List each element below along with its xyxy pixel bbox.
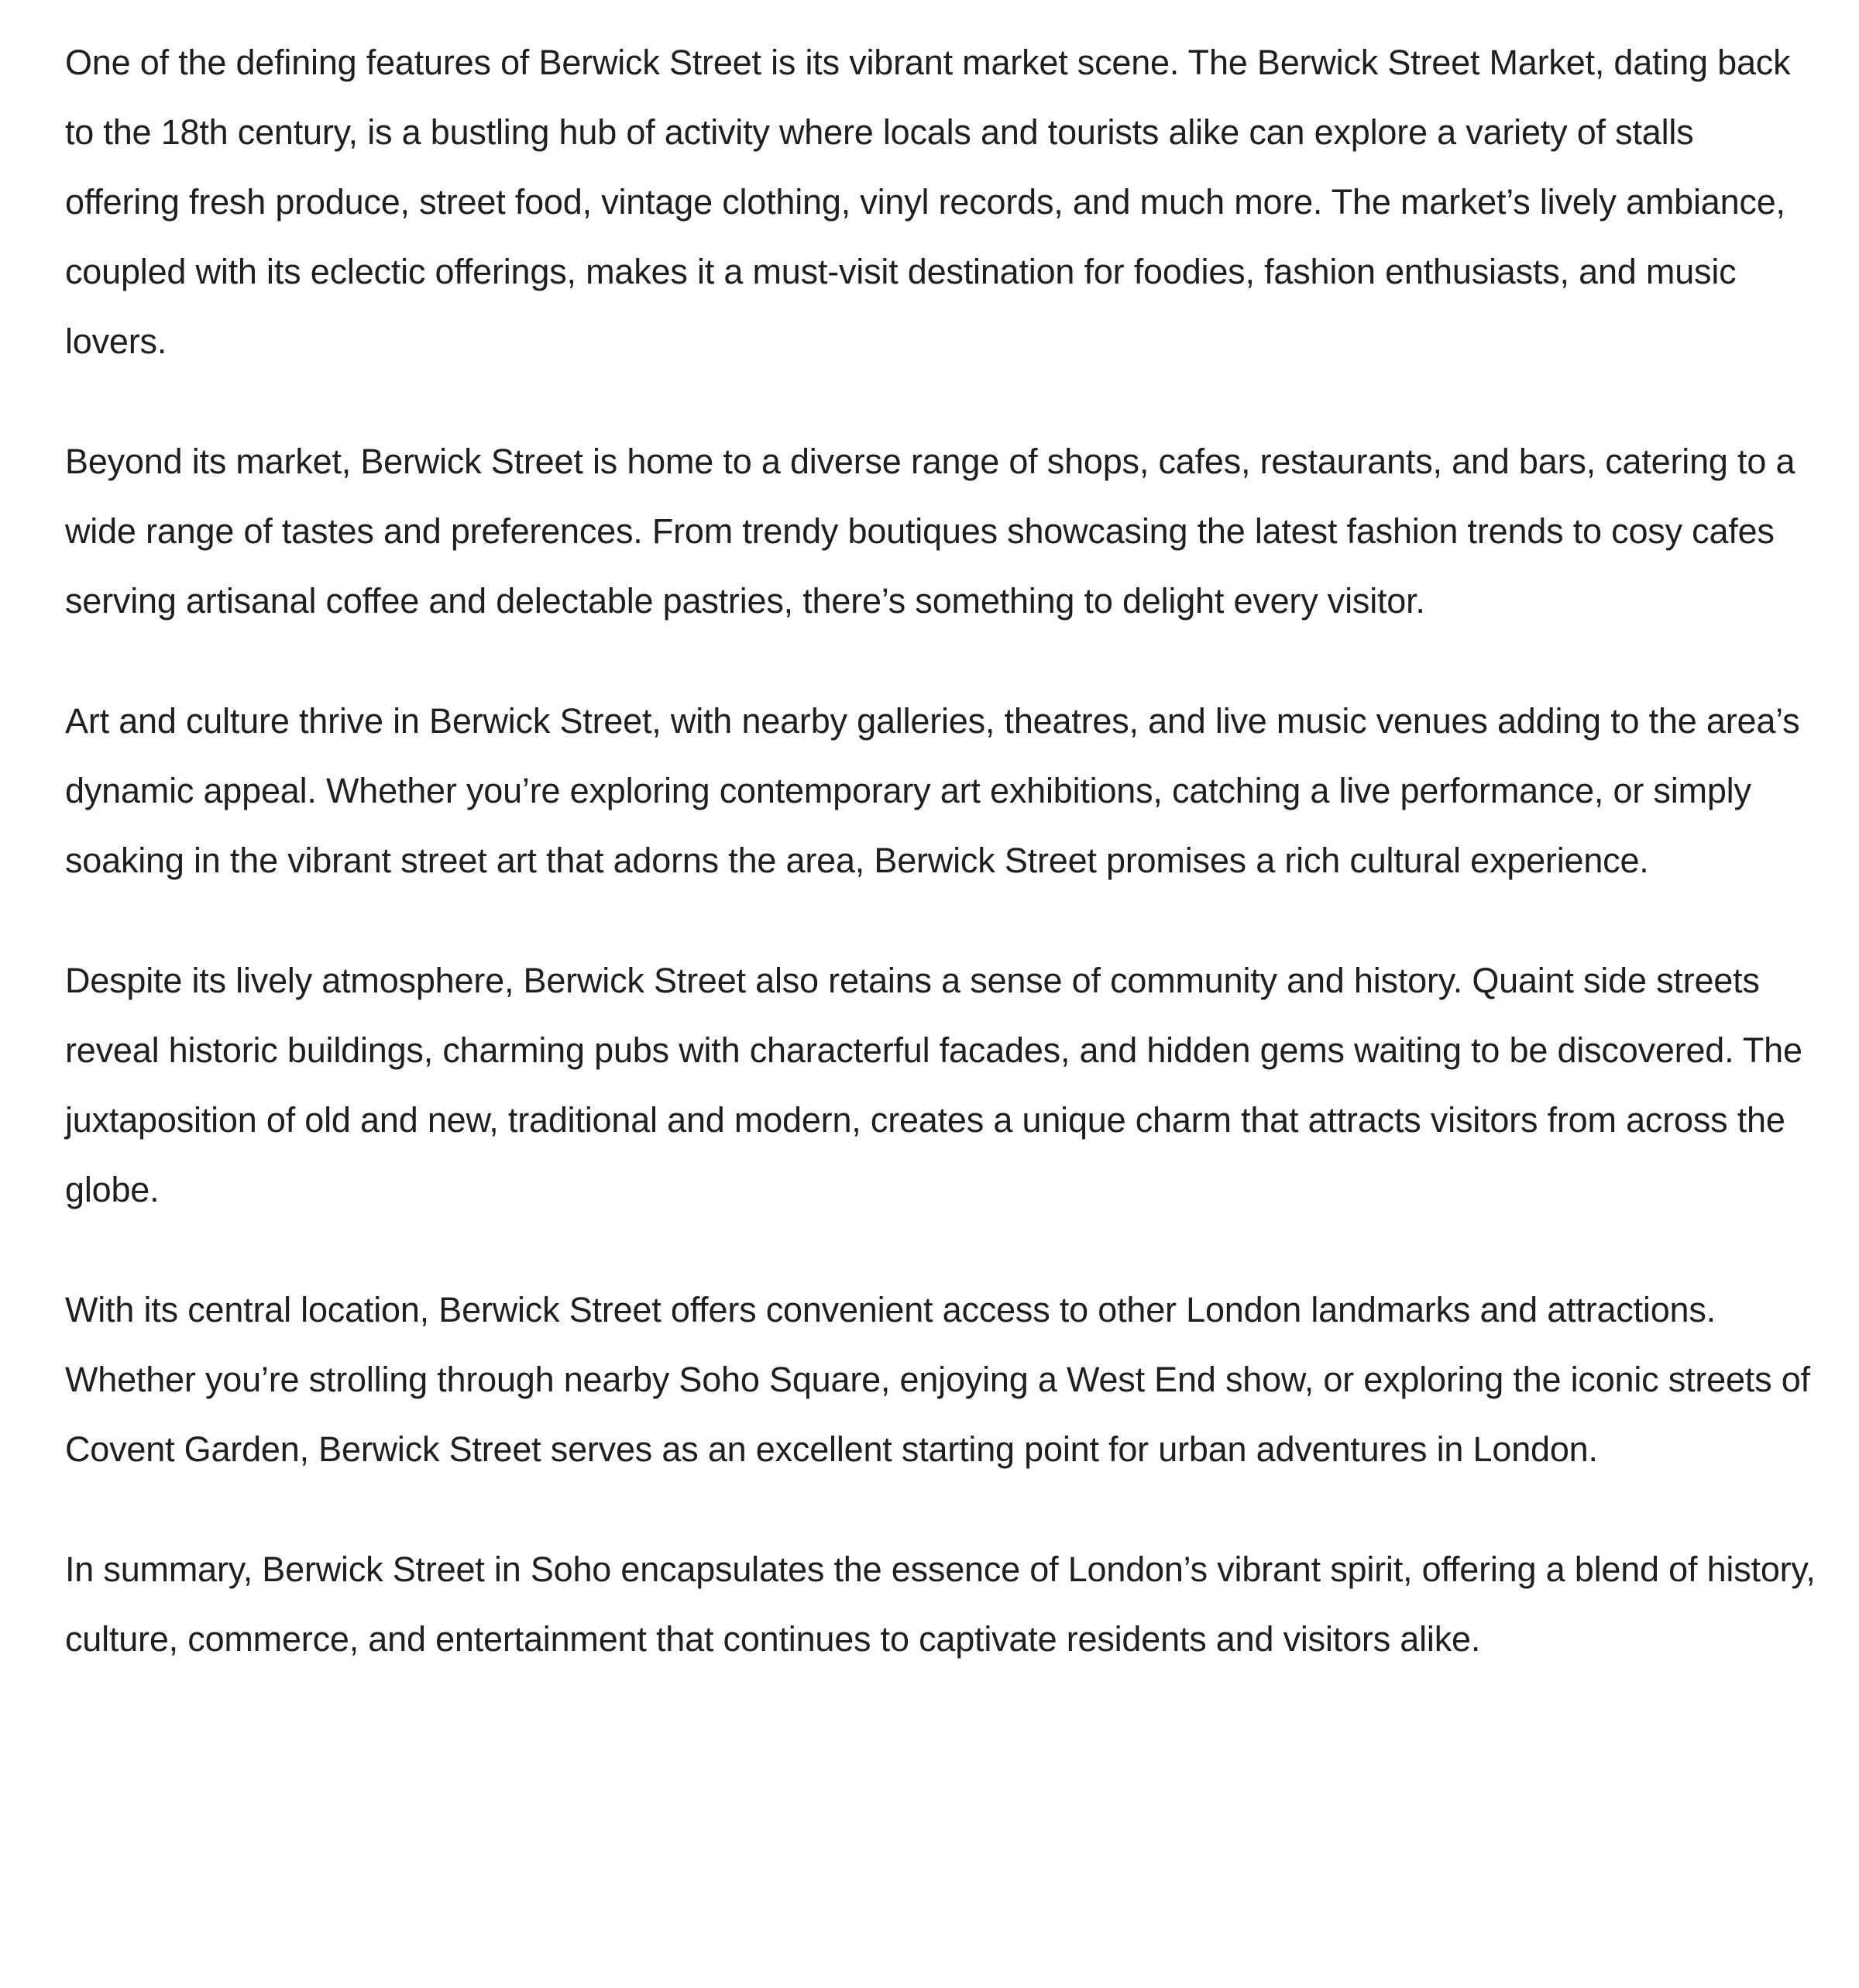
- article-paragraph: Art and culture thrive in Berwick Street, with nearby galleries, theatres, and live music venues adding to the area’s dynamic appeal. Whether you’re exploring contemporary art exhibitions, catching a live performance, or simply soaking in the vibrant street art that adorns the area, Berwick Street promises a rich cultural experience.: [65, 701, 1800, 880]
- article-paragraph: Despite its lively atmosphere, Berwick Street also retains a sense of community and history. Quaint side streets reveal historic buildings, charming pubs with characterful facades, and hidden gems waiting to be discovered. The juxtaposition of old and new, traditional and modern, creates a unique charm that attracts visitors from across the globe.: [65, 961, 1802, 1209]
- article-paragraph: With its central location, Berwick Street offers convenient access to other London landmarks and attractions. Whether you’re strolling through nearby Soho Square, enjoying a West End show, or exploring the iconic streets of Covent Garden, Berwick Street serves as an excellent starting point for urban adventures in London.: [65, 1290, 1810, 1469]
- article-paragraph: In summary, Berwick Street in Soho encapsulates the essence of London’s vibrant spirit, offering a blend of history, culture, commerce, and entertainment that continues to captivate residents and visitors alike.: [65, 1549, 1816, 1659]
- article-paragraph: Beyond its market, Berwick Street is home to a diverse range of shops, cafes, restaurants, and bars, catering to a wide range of tastes and preferences. From trendy boutiques showcasing the latest fashion trends to cosy cafes serving artisanal coffee and delectable pastries, there’s something to delight every visitor.: [65, 442, 1795, 621]
- article-body: [65, 28, 1816, 1674]
- article-paragraph: One of the defining features of Berwick Street is its vibrant market scene. The Berwick Street Market, dating back to the 18th century, is a bustling hub of activity where locals and tourists alike can explore a variety of stalls offering fresh produce, street food, vintage clothing, vinyl records, and much more. The market’s lively ambiance, coupled with its eclectic offerings, makes it a must-visit destination for foodies, fashion enthusiasts, and music lovers.: [65, 43, 1791, 361]
